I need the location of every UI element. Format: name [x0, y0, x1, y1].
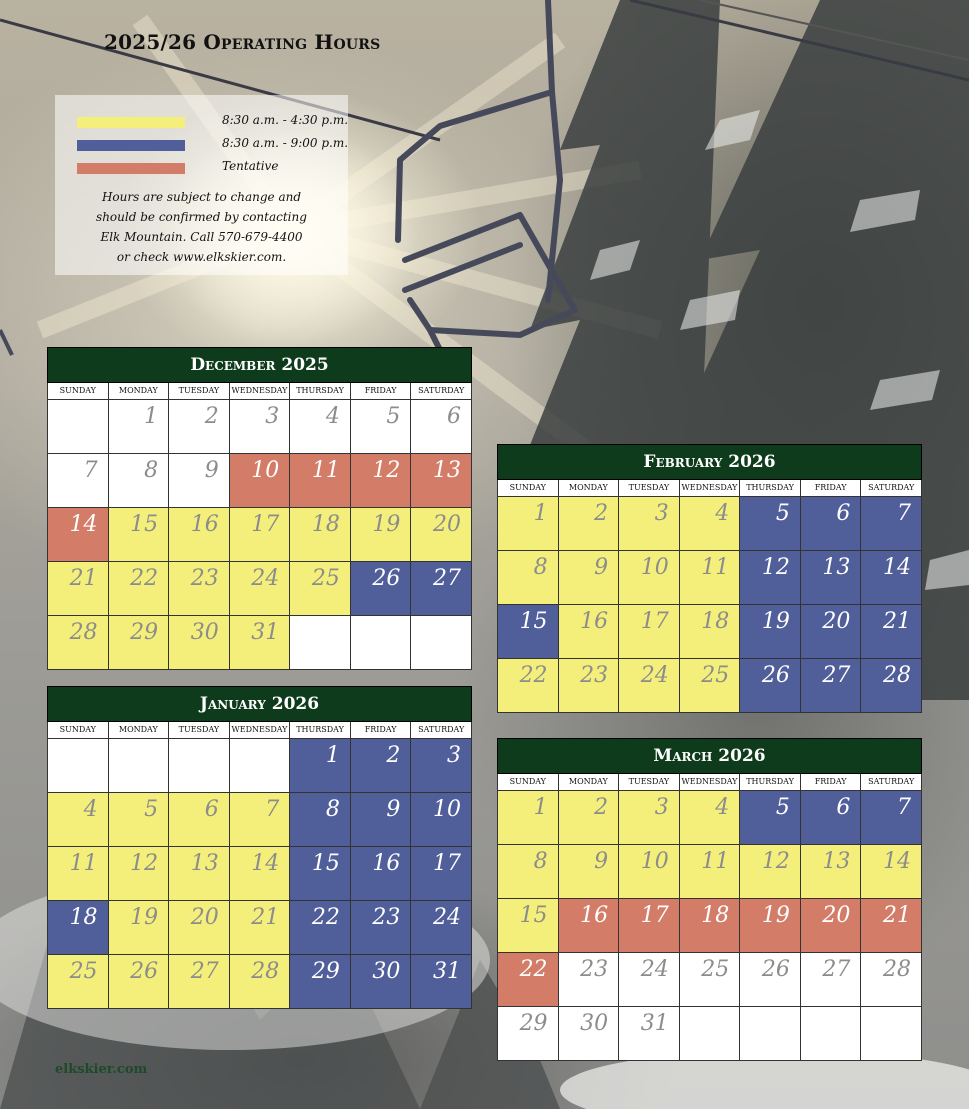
calendar-day: 20 — [801, 899, 862, 953]
legend-note-line: should be confirmed by contacting — [96, 210, 307, 224]
calendar-day: 2 — [351, 739, 412, 793]
weekday-header: FRIDAY — [801, 774, 862, 791]
calendar-day: 20 — [801, 605, 862, 659]
calendar-day: 7 — [48, 454, 109, 508]
weekday-header: SATURDAY — [861, 480, 922, 497]
calendar-day: 17 — [619, 605, 680, 659]
legend-note-line: Elk Mountain. Call 570-679-4400 — [100, 230, 303, 244]
weekday-header: THURSDAY — [740, 774, 801, 791]
calendar-day: 2 — [559, 497, 620, 551]
calendar-day: 6 — [801, 791, 862, 845]
calendar-day: 13 — [169, 847, 230, 901]
calendar-empty-cell — [109, 739, 170, 793]
calendar-day: 9 — [559, 845, 620, 899]
calendar-day: 5 — [740, 791, 801, 845]
legend-swatch-blue — [77, 140, 185, 151]
calendar-day: 20 — [169, 901, 230, 955]
calendar-grid — [47, 383, 472, 670]
calendar-day: 30 — [169, 616, 230, 670]
calendar-grid — [497, 774, 922, 1061]
weekday-header: THURSDAY — [740, 480, 801, 497]
weekday-header: WEDNESDAY — [230, 722, 291, 739]
calendar-day: 30 — [351, 955, 412, 1009]
calendar-day: 14 — [48, 508, 109, 562]
calendar-day: 18 — [680, 605, 741, 659]
calendar-day: 31 — [230, 616, 291, 670]
weekday-header: SUNDAY — [498, 480, 559, 497]
calendar-day: 12 — [740, 551, 801, 605]
calendar-day: 15 — [498, 899, 559, 953]
weekday-header: SATURDAY — [411, 722, 472, 739]
calendar-day: 28 — [861, 953, 922, 1007]
weekday-header: FRIDAY — [801, 480, 862, 497]
weekday-header: THURSDAY — [290, 383, 351, 400]
legend-note — [55, 187, 348, 267]
weekday-header: TUESDAY — [619, 774, 680, 791]
weekday-header: TUESDAY — [169, 722, 230, 739]
calendar-day: 22 — [498, 659, 559, 713]
legend-note-line: or check www.elkskier.com. — [116, 250, 287, 264]
calendar-day: 3 — [619, 791, 680, 845]
calendar-empty-cell — [411, 616, 472, 670]
weekday-header: TUESDAY — [619, 480, 680, 497]
calendar-day: 12 — [740, 845, 801, 899]
calendar-day: 22 — [498, 953, 559, 1007]
calendar-day: 28 — [48, 616, 109, 670]
weekday-header: WEDNESDAY — [680, 774, 741, 791]
calendar-day: 29 — [498, 1007, 559, 1061]
calendar-day: 27 — [801, 953, 862, 1007]
calendar-day: 5 — [109, 793, 170, 847]
calendar-day: 11 — [680, 551, 741, 605]
calendar-day: 7 — [861, 497, 922, 551]
calendar-day: 28 — [230, 955, 291, 1009]
legend-swatch-yellow — [77, 117, 185, 128]
calendar-day: 16 — [559, 605, 620, 659]
calendar-day: 31 — [619, 1007, 680, 1061]
calendar-day: 2 — [169, 400, 230, 454]
calendar-day: 17 — [411, 847, 472, 901]
calendar-day: 19 — [740, 605, 801, 659]
calendar-day: 19 — [351, 508, 412, 562]
calendar-day: 19 — [740, 899, 801, 953]
calendar-day: 18 — [48, 901, 109, 955]
calendar-day: 4 — [680, 791, 741, 845]
calendar-day: 18 — [290, 508, 351, 562]
calendar-day: 21 — [48, 562, 109, 616]
calendar-empty-cell — [351, 616, 412, 670]
weekday-header: SATURDAY — [861, 774, 922, 791]
calendar-day: 4 — [290, 400, 351, 454]
legend-item — [77, 112, 347, 132]
calendar-day: 1 — [498, 791, 559, 845]
page-title: 2025/26 Operating Hours — [104, 30, 381, 54]
weekday-header: TUESDAY — [169, 383, 230, 400]
calendar-day: 5 — [740, 497, 801, 551]
calendar-day: 24 — [230, 562, 291, 616]
calendar-day: 15 — [109, 508, 170, 562]
calendar-day: 26 — [740, 953, 801, 1007]
calendar-empty-cell — [230, 739, 291, 793]
calendar-day: 7 — [230, 793, 291, 847]
calendar-day: 11 — [680, 845, 741, 899]
calendar-empty-cell — [48, 739, 109, 793]
calendar-day: 25 — [680, 953, 741, 1007]
calendar-day: 21 — [861, 605, 922, 659]
weekday-header: MONDAY — [109, 722, 170, 739]
calendar-day: 16 — [559, 899, 620, 953]
calendar-day: 25 — [48, 955, 109, 1009]
calendar-day: 6 — [411, 400, 472, 454]
calendar-month-title: December 2025 — [47, 347, 472, 383]
calendar-day: 18 — [680, 899, 741, 953]
legend-note-line: Hours are subject to change and — [101, 190, 302, 204]
calendar-day: 10 — [619, 551, 680, 605]
calendar-day: 25 — [290, 562, 351, 616]
calendar-day: 31 — [411, 955, 472, 1009]
calendar-empty-cell — [740, 1007, 801, 1061]
calendar-day: 24 — [411, 901, 472, 955]
calendar-day: 24 — [619, 953, 680, 1007]
calendar-day: 14 — [861, 845, 922, 899]
calendar-day: 26 — [351, 562, 412, 616]
calendar-day: 26 — [109, 955, 170, 1009]
calendar-day: 6 — [169, 793, 230, 847]
calendar-day: 13 — [411, 454, 472, 508]
calendar-day: 3 — [411, 739, 472, 793]
calendar-day: 27 — [801, 659, 862, 713]
calendar-day: 15 — [290, 847, 351, 901]
weekday-header: MONDAY — [109, 383, 170, 400]
calendar-day: 19 — [109, 901, 170, 955]
calendar-day: 12 — [109, 847, 170, 901]
calendar-day: 6 — [801, 497, 862, 551]
weekday-header: FRIDAY — [351, 383, 412, 400]
calendar-empty-cell — [801, 1007, 862, 1061]
weekday-header: WEDNESDAY — [680, 480, 741, 497]
calendar-day: 11 — [48, 847, 109, 901]
calendar-day: 17 — [230, 508, 291, 562]
calendar-day: 9 — [169, 454, 230, 508]
legend-item — [77, 135, 347, 155]
calendar-day: 11 — [290, 454, 351, 508]
calendar-month-title: February 2026 — [497, 444, 922, 480]
calendar-day: 16 — [351, 847, 412, 901]
calendar-day: 23 — [559, 659, 620, 713]
calendar-day: 27 — [411, 562, 472, 616]
calendar-day: 5 — [351, 400, 412, 454]
calendar-march — [497, 738, 922, 1061]
calendar-grid — [497, 480, 922, 713]
calendar-day: 9 — [351, 793, 412, 847]
calendar-day: 30 — [559, 1007, 620, 1061]
calendar-month-title: March 2026 — [497, 738, 922, 774]
calendar-day: 1 — [498, 497, 559, 551]
calendar-day: 10 — [230, 454, 291, 508]
calendar-day: 13 — [801, 551, 862, 605]
calendar-day: 28 — [861, 659, 922, 713]
calendar-empty-cell — [48, 400, 109, 454]
calendar-grid — [47, 722, 472, 1009]
calendar-day: 3 — [230, 400, 291, 454]
legend-label: 8:30 a.m. - 9:00 p.m. — [222, 136, 349, 150]
calendar-day: 22 — [109, 562, 170, 616]
calendar-day: 14 — [230, 847, 291, 901]
weekday-header: FRIDAY — [351, 722, 412, 739]
calendar-day: 8 — [290, 793, 351, 847]
calendar-day: 14 — [861, 551, 922, 605]
calendar-empty-cell — [680, 1007, 741, 1061]
calendar-december — [47, 347, 472, 670]
calendar-day: 24 — [619, 659, 680, 713]
calendar-day: 13 — [801, 845, 862, 899]
legend-label: Tentative — [222, 159, 279, 173]
weekday-header: WEDNESDAY — [230, 383, 291, 400]
calendar-day: 29 — [290, 955, 351, 1009]
calendar-day: 7 — [861, 791, 922, 845]
calendar-day: 29 — [109, 616, 170, 670]
legend-swatch-salmon — [77, 163, 185, 174]
weekday-header: SUNDAY — [48, 722, 109, 739]
calendar-january — [47, 686, 472, 1009]
calendar-day: 20 — [411, 508, 472, 562]
calendar-empty-cell — [290, 616, 351, 670]
calendar-day: 21 — [230, 901, 291, 955]
weekday-header: MONDAY — [559, 774, 620, 791]
calendar-day: 4 — [48, 793, 109, 847]
calendar-day: 25 — [680, 659, 741, 713]
calendar-day: 27 — [169, 955, 230, 1009]
weekday-header: SATURDAY — [411, 383, 472, 400]
legend-item — [77, 158, 347, 178]
weekday-header: THURSDAY — [290, 722, 351, 739]
calendar-day: 21 — [861, 899, 922, 953]
calendar-day: 1 — [290, 739, 351, 793]
calendar-empty-cell — [169, 739, 230, 793]
calendar-day: 23 — [169, 562, 230, 616]
calendar-day: 23 — [559, 953, 620, 1007]
calendar-day: 1 — [109, 400, 170, 454]
calendar-day: 4 — [680, 497, 741, 551]
weekday-header: SUNDAY — [48, 383, 109, 400]
calendar-day: 10 — [411, 793, 472, 847]
calendar-empty-cell — [861, 1007, 922, 1061]
calendar-day: 8 — [498, 551, 559, 605]
calendar-day: 17 — [619, 899, 680, 953]
calendar-day: 10 — [619, 845, 680, 899]
calendar-day: 15 — [498, 605, 559, 659]
calendar-day: 12 — [351, 454, 412, 508]
legend-label: 8:30 a.m. - 4:30 p.m. — [222, 113, 349, 127]
calendar-day: 23 — [351, 901, 412, 955]
weekday-header: SUNDAY — [498, 774, 559, 791]
calendar-day: 8 — [109, 454, 170, 508]
calendar-day: 9 — [559, 551, 620, 605]
legend — [55, 95, 348, 275]
calendar-day: 22 — [290, 901, 351, 955]
calendar-day: 16 — [169, 508, 230, 562]
calendar-day: 2 — [559, 791, 620, 845]
website-footer[interactable]: elkskier.com — [55, 1062, 148, 1077]
calendar-day: 3 — [619, 497, 680, 551]
weekday-header: MONDAY — [559, 480, 620, 497]
calendar-day: 26 — [740, 659, 801, 713]
calendar-month-title: January 2026 — [47, 686, 472, 722]
calendar-day: 8 — [498, 845, 559, 899]
calendar-february — [497, 444, 922, 713]
